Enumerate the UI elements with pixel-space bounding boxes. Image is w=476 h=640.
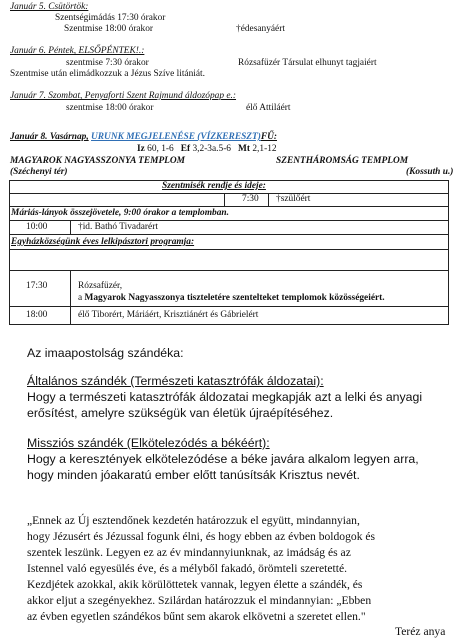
church-left-sub: (Széchenyi tér) (10, 167, 68, 177)
program-time: 17:30 (26, 281, 48, 291)
quote-author: Teréz anya (395, 625, 446, 638)
schedule-item: Szentmise után elimádkozzuk a Jézus Szíve litániát. (10, 69, 205, 79)
mass-table-title: Szentmisék rendje és ideje: (162, 181, 266, 191)
schedule-item: Szentségimádás 17:30 órakor (55, 13, 166, 23)
quote-line: akkor eljut a szegényekhez. Szilárdan határozzuk el mindannyian: „Ebben (27, 594, 372, 607)
general-intent-line: erősítést, amelyre szükségük van életük újraépítéséhez. (27, 406, 334, 420)
church-right-sub: (Kossuth u.) (406, 167, 454, 177)
church-left: MAGYAROK NAGYASSZONYA TEMPLOM (10, 156, 186, 166)
sunday-date: Január 8. Vasárnap, (10, 132, 89, 142)
mission-intent-line: Hogy a keresztények elkötelezódése a béke javára alkalom legyen arra, (27, 452, 419, 466)
schedule-note: Rózsafüzér Társulat elhunyt tagjaiért (238, 58, 377, 68)
schedule-item: szentmise 7:30 órakor (66, 58, 149, 68)
quote-line: hogy Jézusért és Jézussal fogunk élni, és hogy ebben az évben boldogok és (27, 530, 376, 543)
reading-ref: 2,1-12 (252, 144, 277, 154)
program-line: a Magyarok Nagyasszonya tiszteletére szentelteket templomok közösségeiért. (78, 293, 385, 303)
quote-line: „Ennek az Új esztendőnek kezdetén határozzuk el együtt, mindannyian, (27, 514, 360, 527)
reading-ref: 3,2-3a.5-6 (192, 144, 231, 154)
sunday-feast: URUNK MEGJELENÉSE (VÍZKERESZT) (91, 132, 261, 142)
prayer-title: Az imaapostolság szándéka: (27, 346, 184, 360)
quote-line: Istennel való egyesülés éve, és a mélyből fakadó, örömteli szeretetté. (27, 562, 347, 575)
quote-line: az évben egyetlen szándékos bűnt sem akarok elkövetni a szeretet ellen." (27, 610, 366, 623)
mission-intent-line: hogy minden jóakaratú ember előtt tanúsítsák Krisztus nevét. (27, 468, 360, 482)
youth-meeting: Máriás-lányok összejövetele, 9:00 órakor a templomban. (11, 208, 229, 218)
quote-line: szentek leszünk. Legyen ez az év mindannyiunknak, az imádság és az (27, 546, 351, 559)
day-header-jan7: Január 7. Szombat, Penyaforti Szent Rajmund áldozópap e.: (10, 91, 237, 101)
day-header-jan6: Január 6. Péntek, ELSŐPÉNTEK!.: (10, 46, 145, 56)
reading-book: Iz (137, 144, 145, 154)
mass-intention: †szülőért (276, 194, 311, 204)
row-intention: †id. Bathó Tivadarért (78, 222, 158, 232)
program-line: élő Tiborért, Máriáért, Krisztiánért és Gábrielért (78, 310, 259, 320)
reading-book: Mt (238, 144, 251, 154)
readings (137, 144, 277, 155)
program-table-title: Egyházközségünk éves lelkipásztori programja: (11, 237, 195, 247)
schedule-item: Szentmise 18:00 órakor (64, 24, 154, 34)
schedule-item: szentmise 18:00 órakor (66, 103, 154, 113)
program-line: Rózsafüzér, (78, 281, 123, 291)
quote-line: Kezdjétek azokkal, akik körülöttetek vannak, legyen élette a szándék, és (27, 578, 363, 591)
church-right: SZENTHÁROMSÁG TEMPLOM (276, 156, 409, 166)
general-intent-title: Általános szándék (Természeti katasztrófák áldozatai): (27, 374, 324, 388)
day-header-jan5: Január 5. Csütörtök: (10, 2, 89, 12)
schedule-note: élő Attiláért (246, 103, 291, 113)
reading-ref: 60, 1-6 (147, 144, 174, 154)
schedule-note: †édesanyáért (236, 24, 285, 34)
row-time: 10:00 (26, 222, 48, 232)
mass-time: 7:30 (242, 194, 259, 204)
sunday-suffix: FŰ: (260, 132, 278, 142)
sunday-header (10, 132, 277, 143)
reading-book: Ef (180, 144, 191, 154)
general-intent-line: Hogy a természeti katasztrófák áldozatai megkapják azt a lelki és anyagi (27, 390, 423, 404)
program-time: 18:00 (26, 310, 48, 320)
mission-intent-title: Missziós szándék (Elkötelezódés a békéért): (27, 436, 270, 450)
